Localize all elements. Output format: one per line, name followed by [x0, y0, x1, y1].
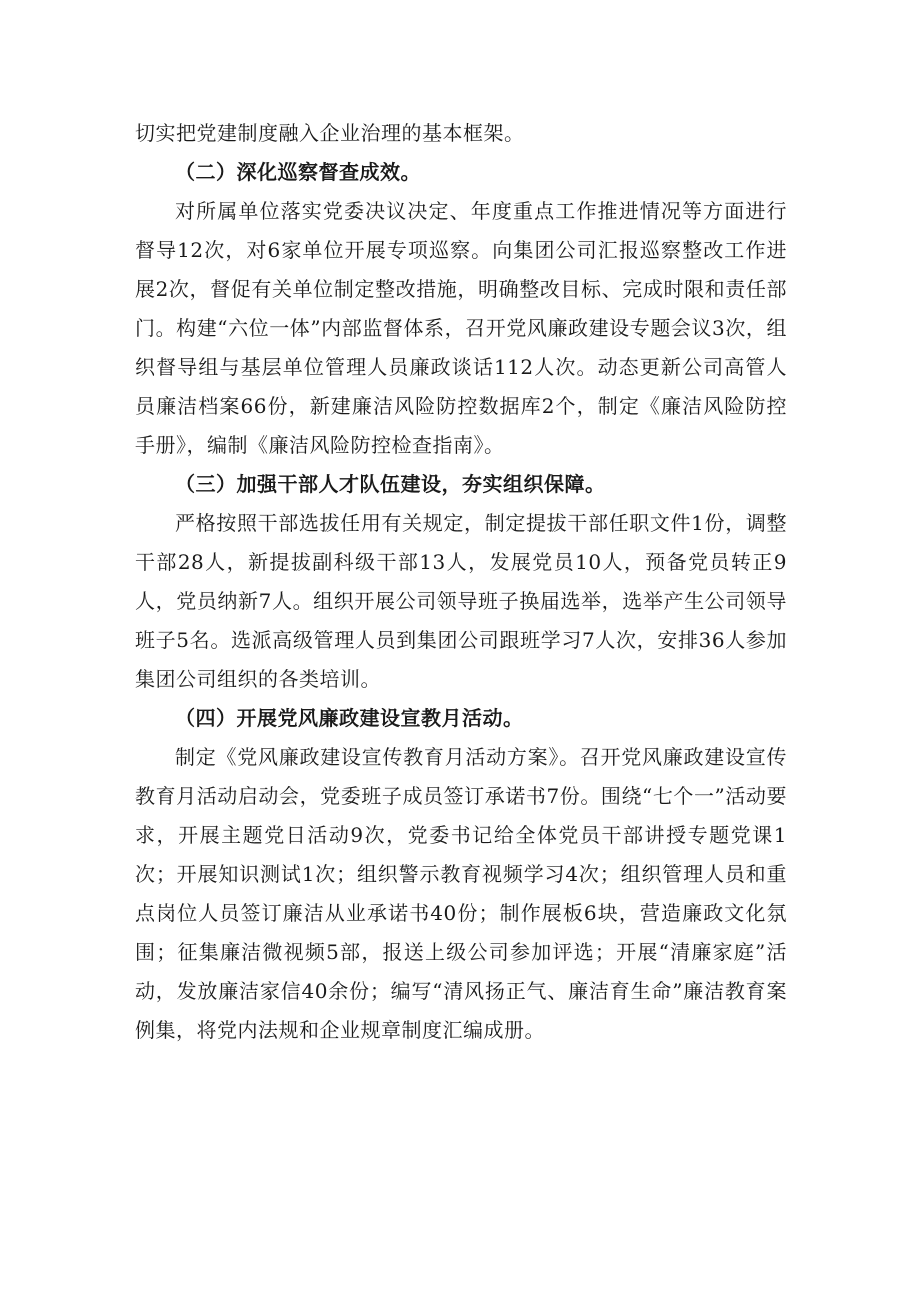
section-heading-3: （三）加强干部人才队伍建设，夯实组织保障。: [175, 472, 606, 496]
paragraph-cadre: 严格按照干部选拔任用有关规定，制定提拔干部任职文件1份，调整干部28人，新提拔副科级干部13人，发展党员10人，预备党员转正9人，党员纳新7人。组织开展公司领导班子换届选举，选举产生公司领导班子5名。选派高级管理人员到集团公司跟班学习7人次，安排36人参加集团公司组织的各类培训。: [135, 511, 787, 691]
document-body: [135, 114, 787, 1050]
section-heading-4: （四）开展党风廉政建设宣教月活动。: [175, 706, 524, 730]
paragraph-intro: 切实把党建制度融入企业治理的基本框架。: [135, 121, 525, 145]
section-heading-2: （二）深化巡察督查成效。: [175, 160, 421, 184]
paragraph-inspection: 对所属单位落实党委决议决定、年度重点工作推进情况等方面进行督导12次，对6家单位开展专项巡察。向集团公司汇报巡察整改工作进展2次，督促有关单位制定整改措施，明确整改目标、完成时限和责任部门。构建“六位一体”内部监督体系，召开党风廉政建设专题会议3次，组织督导组与基层单位管理人员廉政谈话112人次。动态更新公司高管人员廉洁档案66份，新建廉洁风险防控数据库2个，制定《廉洁风险防控手册》，编制《廉洁风险防控检查指南》。: [135, 199, 787, 457]
paragraph-education-month: 制定《党风廉政建设宣传教育月活动方案》。召开党风廉政建设宣传教育月活动启动会，党委班子成员签订承诺书7份。围绕“七个一”活动要求，开展主题党日活动9次，党委书记给全体党员干部讲授专题党课1次；开展知识测试1次；组织警示教育视频学习4次；组织管理人员和重点岗位人员签订廉洁从业承诺书40份；制作展板6块，营造廉政文化氛围；征集廉洁微视频5部，报送上级公司参加评选；开展“清廉家庭”活动，发放廉洁家信40余份；编写“清风扬正气、廉洁育生命”廉洁教育案例集，将党内法规和企业规章制度汇编成册。: [135, 745, 787, 1042]
